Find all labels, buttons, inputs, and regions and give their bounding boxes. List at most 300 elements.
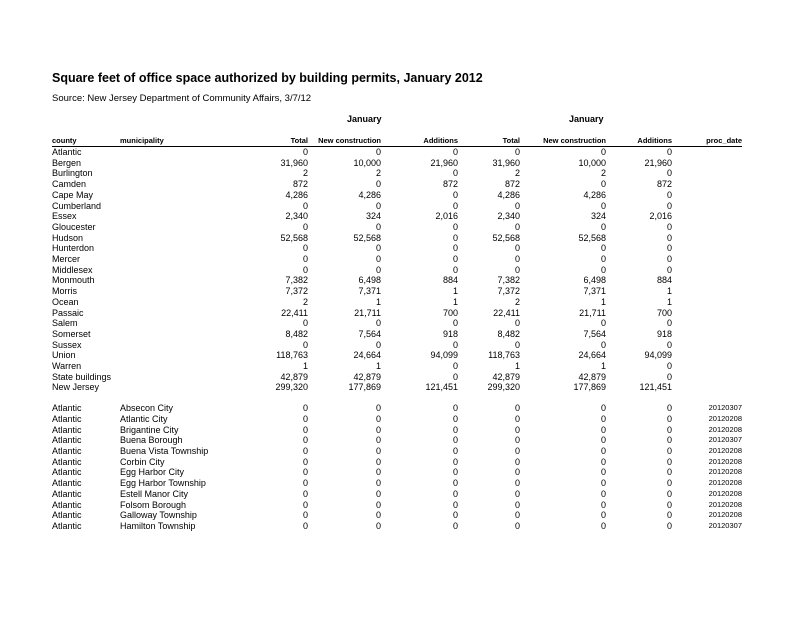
cell-additions-1: 0 bbox=[452, 339, 458, 350]
cell-county: Atlantic bbox=[52, 435, 82, 446]
cell-new-2: 0 bbox=[600, 456, 606, 467]
cell-proc-date: 20120208 bbox=[708, 499, 742, 509]
county-row bbox=[52, 286, 742, 297]
cell-total-2: 7,382 bbox=[497, 275, 520, 286]
municipality-row bbox=[52, 478, 742, 489]
county-row bbox=[52, 222, 742, 233]
cell-total-1: 42,879 bbox=[280, 371, 308, 382]
cell-additions-1: 0 bbox=[452, 264, 458, 275]
cell-additions-2: 872 bbox=[656, 179, 672, 190]
cell-total-1: 0 bbox=[302, 318, 308, 329]
cell-county: Gloucester bbox=[52, 221, 96, 232]
cell-additions-1: 0 bbox=[452, 520, 458, 531]
county-row bbox=[52, 297, 742, 308]
cell-new-1: 0 bbox=[375, 403, 381, 414]
group-header-january-2: January bbox=[569, 114, 604, 124]
cell-additions-2: 0 bbox=[666, 435, 672, 446]
county-row bbox=[52, 233, 742, 244]
cell-additions-1: 0 bbox=[452, 499, 458, 510]
cell-total-1: 0 bbox=[302, 499, 308, 510]
cell-new-1: 4,286 bbox=[358, 189, 381, 200]
county-row bbox=[52, 254, 742, 265]
cell-county: Atlantic bbox=[52, 456, 82, 467]
cell-county: Atlantic bbox=[52, 520, 82, 531]
permits-table bbox=[52, 136, 742, 532]
cell-county: Passaic bbox=[52, 307, 84, 318]
cell-new-1: 0 bbox=[375, 243, 381, 254]
municipality-row bbox=[52, 510, 742, 521]
cell-total-1: 2,340 bbox=[285, 211, 308, 222]
cell-additions-1: 0 bbox=[452, 221, 458, 232]
cell-municipality bbox=[120, 243, 240, 254]
cell-total-1: 0 bbox=[302, 254, 308, 265]
cell-additions-2: 0 bbox=[666, 243, 672, 254]
cell-additions-2: 94,099 bbox=[644, 350, 672, 361]
cell-new-1: 0 bbox=[375, 467, 381, 478]
cell-proc-date bbox=[672, 372, 742, 383]
cell-county: Bergen bbox=[52, 157, 82, 168]
cell-new-2: 0 bbox=[600, 318, 606, 329]
cell-new-2: 7,564 bbox=[583, 328, 606, 339]
cell-additions-2: 0 bbox=[666, 147, 672, 157]
cell-additions-2: 21,960 bbox=[644, 157, 672, 168]
county-row bbox=[52, 243, 742, 254]
cell-total-2: 2 bbox=[514, 296, 520, 307]
cell-new-2: 0 bbox=[600, 499, 606, 510]
cell-additions-2: 0 bbox=[666, 488, 672, 499]
cell-new-2: 0 bbox=[600, 243, 606, 254]
cell-additions-1: 1 bbox=[452, 296, 458, 307]
cell-new-2: 0 bbox=[600, 200, 606, 211]
cell-new-1: 0 bbox=[375, 179, 381, 190]
cell-county: Mercer bbox=[52, 254, 81, 265]
cell-additions-2: 0 bbox=[666, 200, 672, 211]
cell-new-2: 0 bbox=[600, 424, 606, 435]
spacer-cell bbox=[52, 393, 742, 403]
cell-proc-date bbox=[672, 158, 742, 169]
cell-municipality bbox=[120, 168, 240, 179]
cell-municipality bbox=[120, 329, 240, 340]
cell-total-1: 2 bbox=[302, 296, 308, 307]
cell-additions-1: 0 bbox=[452, 200, 458, 211]
county-row bbox=[52, 361, 742, 372]
cell-new-1: 2 bbox=[375, 168, 381, 179]
cell-total-1: 4,286 bbox=[285, 189, 308, 200]
cell-total-2: 4,286 bbox=[497, 189, 520, 200]
cell-additions-1: 0 bbox=[452, 424, 458, 435]
cell-additions-2: 2,016 bbox=[649, 211, 672, 222]
cell-county: Cape May bbox=[52, 189, 94, 200]
cell-county: Camden bbox=[52, 179, 87, 190]
cell-municipality: Atlantic City bbox=[120, 413, 168, 424]
cell-new-2: 0 bbox=[600, 478, 606, 489]
cell-additions-2: 884 bbox=[656, 275, 672, 286]
col-header-additions-2: Additions bbox=[606, 136, 672, 147]
cell-proc-date bbox=[672, 147, 742, 158]
cell-total-1: 7,382 bbox=[285, 275, 308, 286]
col-header-additions-1: Additions bbox=[381, 136, 458, 147]
municipality-row bbox=[52, 414, 742, 425]
cell-proc-date bbox=[672, 211, 742, 222]
cell-new-2: 52,568 bbox=[578, 232, 606, 243]
cell-new-2: 2 bbox=[600, 168, 606, 179]
cell-proc-date bbox=[672, 201, 742, 212]
cell-new-1: 7,564 bbox=[358, 328, 381, 339]
cell-total-1: 0 bbox=[302, 243, 308, 254]
cell-additions-1: 0 bbox=[452, 168, 458, 179]
cell-municipality bbox=[120, 179, 240, 190]
cell-municipality bbox=[120, 222, 240, 233]
cell-total-2: 872 bbox=[504, 179, 520, 190]
cell-proc-date bbox=[672, 382, 742, 393]
cell-additions-1: 121,451 bbox=[425, 382, 458, 393]
cell-county: Atlantic bbox=[52, 478, 82, 489]
cell-total-1: 0 bbox=[302, 339, 308, 350]
cell-total-1: 0 bbox=[302, 456, 308, 467]
cell-county: Salem bbox=[52, 318, 78, 329]
col-header-new-construction-2: New construction bbox=[520, 136, 606, 147]
county-row bbox=[52, 147, 742, 158]
cell-total-2: 0 bbox=[514, 445, 520, 456]
cell-additions-2: 0 bbox=[666, 456, 672, 467]
cell-additions-2: 0 bbox=[666, 254, 672, 265]
cell-municipality bbox=[120, 158, 240, 169]
cell-new-2: 324 bbox=[590, 211, 606, 222]
cell-new-2: 0 bbox=[600, 403, 606, 414]
county-row bbox=[52, 190, 742, 201]
cell-county: Atlantic bbox=[52, 413, 82, 424]
cell-total-1: 0 bbox=[302, 403, 308, 414]
cell-total-2: 0 bbox=[514, 499, 520, 510]
cell-total-1: 0 bbox=[302, 435, 308, 446]
municipality-row bbox=[52, 457, 742, 468]
cell-total-1: 299,320 bbox=[275, 382, 308, 393]
cell-new-1: 0 bbox=[375, 520, 381, 531]
cell-total-1: 0 bbox=[302, 478, 308, 489]
municipality-row bbox=[52, 403, 742, 414]
cell-new-2: 0 bbox=[600, 339, 606, 350]
cell-county: Atlantic bbox=[52, 488, 82, 499]
cell-new-1: 42,879 bbox=[353, 371, 381, 382]
cell-new-1: 1 bbox=[375, 361, 381, 372]
cell-additions-2: 0 bbox=[666, 264, 672, 275]
cell-total-2: 42,879 bbox=[492, 371, 520, 382]
cell-new-1: 0 bbox=[375, 413, 381, 424]
cell-new-2: 0 bbox=[600, 467, 606, 478]
cell-new-2: 42,879 bbox=[578, 371, 606, 382]
cell-proc-date bbox=[672, 222, 742, 233]
cell-total-2: 7,372 bbox=[497, 286, 520, 297]
cell-municipality bbox=[120, 297, 240, 308]
col-header-new-construction-1: New construction bbox=[308, 136, 381, 147]
cell-proc-date: 20120208 bbox=[708, 424, 742, 434]
cell-new-1: 0 bbox=[375, 445, 381, 456]
cell-new-1: 24,664 bbox=[353, 350, 381, 361]
cell-county: Monmouth bbox=[52, 275, 95, 286]
municipality-row bbox=[52, 446, 742, 457]
cell-county: New Jersey bbox=[52, 382, 100, 393]
cell-total-2: 118,763 bbox=[488, 350, 520, 361]
cell-additions-1: 0 bbox=[452, 478, 458, 489]
cell-proc-date: 20120208 bbox=[708, 467, 742, 477]
cell-total-2: 0 bbox=[514, 200, 520, 211]
cell-additions-2: 0 bbox=[666, 339, 672, 350]
cell-new-1: 1 bbox=[375, 296, 381, 307]
cell-additions-2: 0 bbox=[666, 467, 672, 478]
cell-new-2: 6,498 bbox=[583, 275, 606, 286]
cell-total-2: 0 bbox=[514, 467, 520, 478]
cell-additions-1: 0 bbox=[452, 467, 458, 478]
cell-total-2: 0 bbox=[514, 478, 520, 489]
county-row bbox=[52, 211, 742, 222]
cell-total-1: 0 bbox=[302, 264, 308, 275]
cell-proc-date bbox=[672, 308, 742, 319]
cell-total-1: 52,568 bbox=[280, 232, 308, 243]
cell-new-2: 0 bbox=[600, 520, 606, 531]
cell-additions-1: 0 bbox=[452, 371, 458, 382]
cell-municipality: Estell Manor City bbox=[120, 488, 189, 499]
cell-county: Atlantic bbox=[52, 147, 82, 157]
cell-municipality: Corbin City bbox=[120, 456, 165, 467]
cell-total-2: 22,411 bbox=[493, 307, 520, 318]
cell-additions-1: 0 bbox=[452, 445, 458, 456]
cell-municipality bbox=[120, 254, 240, 265]
county-row bbox=[52, 329, 742, 340]
municipality-row bbox=[52, 500, 742, 511]
cell-proc-date bbox=[672, 179, 742, 190]
cell-municipality bbox=[120, 318, 240, 329]
cell-municipality: Hamilton Township bbox=[120, 520, 196, 531]
cell-county: Burlington bbox=[52, 168, 93, 179]
cell-new-2: 24,664 bbox=[578, 350, 606, 361]
cell-proc-date: 20120208 bbox=[708, 488, 742, 498]
cell-total-2: 0 bbox=[514, 424, 520, 435]
cell-municipality: Brigantine City bbox=[120, 424, 179, 435]
cell-county: Warren bbox=[52, 361, 82, 372]
cell-additions-1: 94,099 bbox=[430, 350, 458, 361]
cell-new-1: 0 bbox=[375, 478, 381, 489]
cell-municipality: Buena Borough bbox=[120, 435, 183, 446]
cell-additions-2: 0 bbox=[666, 403, 672, 414]
cell-additions-1: 0 bbox=[452, 361, 458, 372]
cell-total-1: 0 bbox=[302, 147, 308, 157]
cell-total-1: 0 bbox=[302, 467, 308, 478]
cell-municipality bbox=[120, 233, 240, 244]
cell-municipality: Galloway Township bbox=[120, 510, 197, 521]
municipality-row bbox=[52, 489, 742, 500]
cell-municipality: Absecon City bbox=[120, 403, 174, 414]
cell-municipality: Buena Vista Township bbox=[120, 445, 209, 456]
cell-municipality bbox=[120, 286, 240, 297]
cell-new-2: 1 bbox=[600, 296, 606, 307]
header-row bbox=[52, 136, 742, 147]
cell-additions-2: 0 bbox=[666, 424, 672, 435]
cell-total-1: 0 bbox=[302, 200, 308, 211]
cell-proc-date: 20120307 bbox=[708, 520, 742, 530]
cell-additions-1: 21,960 bbox=[430, 157, 458, 168]
cell-new-2: 0 bbox=[600, 179, 606, 190]
cell-additions-1: 0 bbox=[452, 435, 458, 446]
cell-municipality bbox=[120, 372, 240, 383]
cell-proc-date bbox=[672, 361, 742, 372]
county-row bbox=[52, 372, 742, 383]
municipality-row bbox=[52, 521, 742, 532]
cell-additions-2: 0 bbox=[666, 318, 672, 329]
cell-total-2: 0 bbox=[514, 264, 520, 275]
cell-total-2: 299,320 bbox=[487, 382, 520, 393]
cell-new-1: 0 bbox=[375, 435, 381, 446]
cell-additions-1: 918 bbox=[442, 328, 458, 339]
col-header-county: county bbox=[52, 136, 120, 147]
cell-total-1: 0 bbox=[302, 510, 308, 521]
cell-total-2: 0 bbox=[514, 520, 520, 531]
cell-proc-date bbox=[672, 350, 742, 361]
cell-total-1: 1 bbox=[302, 361, 308, 372]
county-row bbox=[52, 275, 742, 286]
cell-total-2: 0 bbox=[514, 510, 520, 521]
cell-county: Atlantic bbox=[52, 445, 82, 456]
cell-additions-2: 0 bbox=[666, 520, 672, 531]
cell-additions-1: 872 bbox=[442, 179, 458, 190]
cell-proc-date bbox=[672, 243, 742, 254]
cell-new-2: 0 bbox=[600, 510, 606, 521]
page-title: Square feet of office space authorized by building permits, January 2012 bbox=[52, 71, 483, 85]
county-row bbox=[52, 340, 742, 351]
cell-proc-date bbox=[672, 318, 742, 329]
cell-new-2: 0 bbox=[600, 445, 606, 456]
cell-new-2: 0 bbox=[600, 254, 606, 265]
cell-total-2: 0 bbox=[514, 254, 520, 265]
county-row bbox=[52, 201, 742, 212]
cell-proc-date bbox=[672, 340, 742, 351]
cell-additions-1: 884 bbox=[442, 275, 458, 286]
cell-new-1: 0 bbox=[375, 510, 381, 521]
cell-total-1: 22,411 bbox=[281, 307, 308, 318]
cell-county: Atlantic bbox=[52, 403, 82, 414]
cell-county: Hudson bbox=[52, 232, 84, 243]
cell-municipality bbox=[120, 382, 240, 393]
cell-additions-1: 0 bbox=[452, 510, 458, 521]
cell-total-1: 0 bbox=[302, 488, 308, 499]
cell-new-1: 0 bbox=[375, 264, 381, 275]
municipality-row bbox=[52, 425, 742, 436]
cell-total-1: 0 bbox=[302, 445, 308, 456]
cell-new-1: 0 bbox=[375, 254, 381, 265]
cell-total-1: 0 bbox=[302, 221, 308, 232]
cell-municipality bbox=[120, 147, 240, 158]
cell-total-1: 872 bbox=[292, 179, 308, 190]
cell-additions-2: 0 bbox=[666, 189, 672, 200]
county-row bbox=[52, 318, 742, 329]
cell-additions-2: 0 bbox=[666, 361, 672, 372]
cell-proc-date bbox=[672, 190, 742, 201]
cell-additions-2: 700 bbox=[656, 307, 672, 318]
cell-proc-date: 20120307 bbox=[708, 435, 742, 445]
cell-proc-date: 20120208 bbox=[708, 456, 742, 466]
cell-total-2: 52,568 bbox=[492, 232, 520, 243]
cell-county: Middlesex bbox=[52, 264, 93, 275]
col-header-proc-date: proc_date bbox=[672, 136, 742, 147]
cell-county: Atlantic bbox=[52, 499, 82, 510]
municipality-row bbox=[52, 435, 742, 446]
cell-municipality bbox=[120, 308, 240, 319]
cell-proc-date bbox=[672, 329, 742, 340]
cell-municipality bbox=[120, 211, 240, 222]
cell-total-1: 7,372 bbox=[285, 286, 308, 297]
cell-new-2: 0 bbox=[600, 488, 606, 499]
cell-additions-2: 0 bbox=[666, 221, 672, 232]
cell-municipality bbox=[120, 275, 240, 286]
cell-new-2: 0 bbox=[600, 221, 606, 232]
cell-additions-2: 121,451 bbox=[639, 382, 672, 393]
cell-county: Morris bbox=[52, 286, 77, 297]
cell-total-2: 0 bbox=[514, 413, 520, 424]
source-note: Source: New Jersey Department of Community Affairs, 3/7/12 bbox=[52, 93, 312, 104]
cell-additions-2: 1 bbox=[666, 296, 672, 307]
cell-new-2: 10,000 bbox=[578, 157, 606, 168]
cell-additions-2: 0 bbox=[666, 232, 672, 243]
cell-new-2: 0 bbox=[600, 147, 606, 157]
cell-total-2: 1 bbox=[514, 361, 520, 372]
county-row bbox=[52, 308, 742, 319]
cell-additions-1: 2,016 bbox=[435, 211, 458, 222]
cell-municipality bbox=[120, 340, 240, 351]
section-spacer bbox=[52, 393, 742, 403]
cell-new-2: 0 bbox=[600, 413, 606, 424]
county-row bbox=[52, 350, 742, 361]
cell-total-2: 0 bbox=[514, 318, 520, 329]
cell-new-2: 21,711 bbox=[579, 307, 606, 318]
cell-county: Somerset bbox=[52, 328, 91, 339]
county-row bbox=[52, 382, 742, 393]
cell-total-2: 0 bbox=[514, 243, 520, 254]
cell-new-2: 177,869 bbox=[573, 382, 606, 393]
group-header-january-1: January bbox=[347, 114, 382, 124]
county-row bbox=[52, 179, 742, 190]
cell-new-1: 0 bbox=[375, 147, 381, 157]
cell-total-1: 31,960 bbox=[280, 157, 308, 168]
cell-county: Cumberland bbox=[52, 200, 102, 211]
cell-total-2: 2,340 bbox=[497, 211, 520, 222]
cell-proc-date bbox=[672, 275, 742, 286]
cell-total-2: 0 bbox=[514, 147, 520, 157]
cell-additions-1: 0 bbox=[452, 318, 458, 329]
cell-new-1: 0 bbox=[375, 318, 381, 329]
cell-new-1: 0 bbox=[375, 200, 381, 211]
cell-new-1: 10,000 bbox=[353, 157, 381, 168]
cell-total-2: 31,960 bbox=[492, 157, 520, 168]
cell-municipality bbox=[120, 201, 240, 212]
county-row bbox=[52, 168, 742, 179]
cell-additions-2: 918 bbox=[656, 328, 672, 339]
cell-additions-2: 0 bbox=[666, 371, 672, 382]
cell-proc-date bbox=[672, 265, 742, 276]
cell-proc-date bbox=[672, 286, 742, 297]
cell-additions-1: 0 bbox=[452, 189, 458, 200]
cell-additions-1: 0 bbox=[452, 232, 458, 243]
cell-additions-2: 0 bbox=[666, 445, 672, 456]
cell-new-1: 0 bbox=[375, 424, 381, 435]
cell-new-2: 4,286 bbox=[583, 189, 606, 200]
cell-total-1: 8,482 bbox=[285, 328, 308, 339]
cell-new-1: 0 bbox=[375, 488, 381, 499]
cell-proc-date: 20120208 bbox=[708, 445, 742, 455]
cell-total-2: 0 bbox=[514, 488, 520, 499]
cell-total-1: 0 bbox=[302, 424, 308, 435]
cell-total-2: 0 bbox=[514, 339, 520, 350]
cell-proc-date: 20120208 bbox=[708, 510, 742, 520]
cell-proc-date bbox=[672, 168, 742, 179]
